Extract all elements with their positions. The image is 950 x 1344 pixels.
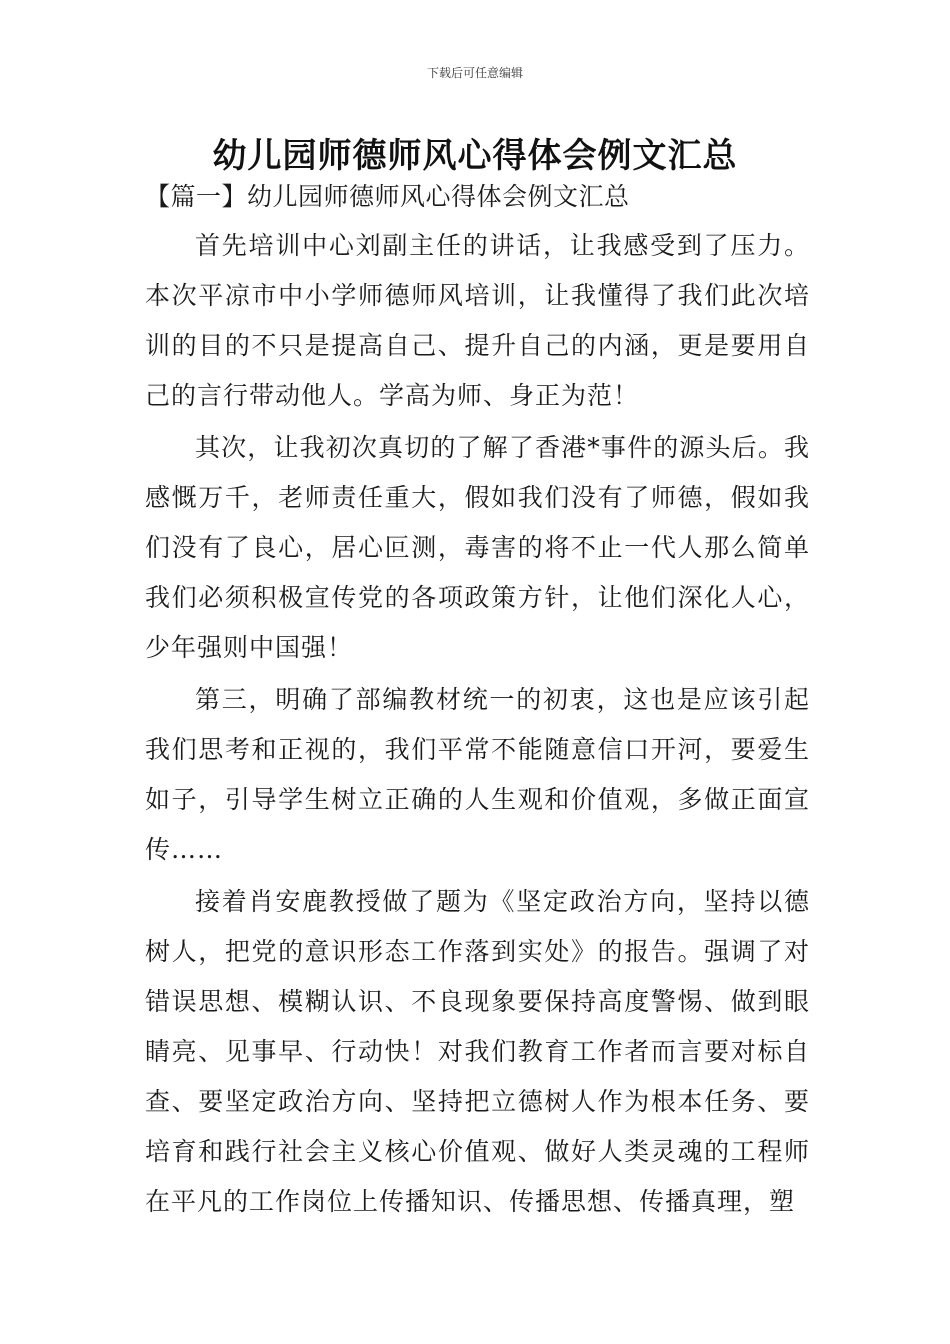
document-title: 幼儿园师德师风心得体会例文汇总	[212, 136, 738, 176]
section-heading: 【篇一】幼儿园师德师风心得体会例文汇总	[145, 182, 630, 211]
paragraph-3: 第三，明确了部编教材统一的初衷，这也是应该引起我们思考和正视的，我们平常不能随意信口开河，要爱生如子，引导学生树立正确的人生观和价值观，多做正面宣传……	[145, 685, 810, 864]
paragraph-2: 其次，让我初次真切的了解了香港*事件的源头后。我感慨万千，老师责任重大，假如我们没有了师德，假如我们没有了良心，居心叵测，毒害的将不止一代人那么简单我们必须积极宣传党的各项政策方针，让他们深化人心，少年强则中国强！	[145, 433, 810, 662]
document-body	[145, 178, 810, 1229]
paragraph-1: 首先培训中心刘副主任的讲话，让我感受到了压力。本次平凉市中小学师德师风培训，让我懂得了我们此次培训的目的不只是提高自己、提升自己的内涵，更是要用自己的言行带动他人。学高为师、身正为范！	[145, 231, 810, 410]
header-note: 下载后可任意编辑	[426, 66, 523, 80]
paragraph-4: 接着肖安鹿教授做了题为《坚定政治方向，坚持以德树人，把党的意识形态工作落到实处》的报告。强调了对错误思想、模糊认识、不良现象要保持高度警惕、做到眼睛亮、见事早、行动快！对我们教育工作者而言要对标自查、要坚定政治方向、坚持把立德树人作为根本任务、要培育和践行社会主义核心价值观、做好人类灵魂的工程师在平凡的工作岗位上传播知识、传播思想、传播真理，塑	[145, 887, 810, 1216]
